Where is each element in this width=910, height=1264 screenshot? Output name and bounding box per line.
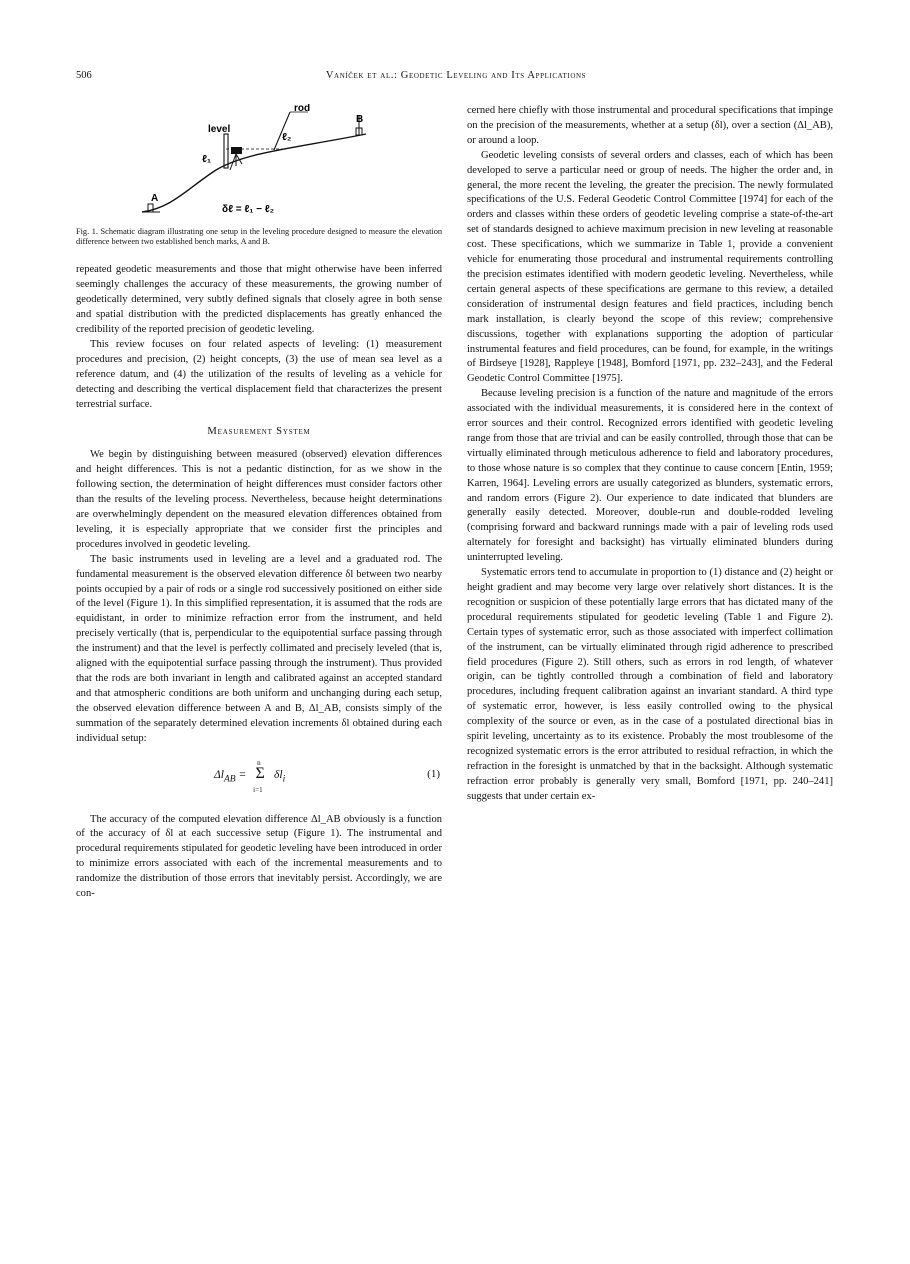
right-column: [467, 104, 833, 805]
left-column: [76, 104, 442, 902]
ground-profile-line: [142, 134, 366, 212]
equation-term: δl: [274, 768, 283, 781]
summation: [252, 758, 268, 794]
running-title: Vaníček et al.: Geodetic Leveling and Its Applications: [325, 70, 587, 81]
paragraph: The accuracy of the computed elevation difference Δl_AB obviously is a function of the accuracy of δl at each successive setup (Figure 1). The instrumental and procedural requirements stipulated for geodetic leveling have been introduced in order to minimize errors associated with each of the incremental measurements and to randomize the distribution of those errors that inevitably persist. Accordingly, we are con-: [76, 813, 442, 900]
page-header: [76, 70, 836, 86]
label-l2: ℓ₂: [282, 132, 292, 143]
paragraph: cerned here chiefly with those instrumental and procedural specifications that impinge on the precision of the measurements, whether at a setup (δl), over a section (Δl_AB), or around a loop.: [467, 105, 833, 146]
equation-equals: =: [238, 768, 247, 781]
paragraph: Geodetic leveling consists of several orders and classes, each of which has been developed to serve a particular need or group of needs. The higher the order and, in general, the more recent the leveling, the greater the precision. The newly formulated specifications of the U.S. Federal Geodetic Control Committee [1974] for each of the orders and classes within these orders of geodetic leveling comprise a state-of-the-art set of standards designed to achieve maximum precision in new leveling at reasonable cost. These specifications, which we summarize in Table 1, provide a convenient vehicle for enumerating those procedural and instrumental requirements controlling the precision estimates identified with modern geodetic leveling. Nevertheless, while certain general aspects of these specifications are germane to this review, a detailed consideration of instrumental design features and field practices, including bench mark installation, is clearly beyond the scope of this review; comprehensive discussions, together with explanations supporting the adoption of particular instrumental features and field procedures, can be found, for example, in the writings of Birdseye [1928], Rappleye [1948], Bomford [1971, pp. 232–243], and the Federal Geodetic Control Committee [1975].: [467, 149, 833, 385]
paragraph: We begin by distinguishing between measured (observed) elevation differences and height differences. This is not a pedantic distinction, for as we show in the following section, the determination of height differences must consider factors other than the results of the leveling process. Nevertheless, because height determinations are overwhelmingly dependent on the measured elevation differences obtained from leveling, it is especially appropriate that we consider first the principles and procedures involved in geodetic leveling.: [76, 449, 442, 550]
paragraph: This review focuses on four related aspects of leveling: (1) measurement procedures and precision, (2) height concepts, (3) the use of mean sea level as a reference datum, and (4) the utilization of the results of leveling as a vehicle for detecting and describing the vertical displacement field that characterizes the present terrestrial surface.: [76, 338, 442, 410]
level-instrument: [231, 147, 242, 154]
paragraph: The basic instruments used in leveling are a level and a graduated rod. The fundamental measurement is the observed elevation difference δl between two nearby points occupied by a pair of rods or a single rod successively positioned on either side of the level (Figure 1). In this simplified representation, it is assumed that the rods are equidistant, in order to minimize refraction error from the instrument, and held precisely vertically (that is, perpendicular to the equipotential surface passing through the instrument) and that the level is perfectly collimated and precisely leveled (that is, aligned with the equipotential surface passing through the instrument). Thus provided that the rods are both invariant in length and calibrated against an accepted standard and that atmospheric conditions are both uniform and unchanging during each setup, the observed elevation difference between A and B, Δl_AB, consists simply of the summation of the separately determined elevation increments δl obtained during each individual setup:: [76, 553, 442, 744]
equation-body: [214, 758, 286, 794]
section-heading: Measurement System: [207, 426, 311, 438]
paragraph: repeated geodetic measurements and those that might otherwise have been inferred seemingly challenges the accuracy of these measurements, the growing number of geodetically determined, very subtly defined signals that closely agree in both sense and spatial distribution with the predicted displacements has greatly enhanced the credibility of the reported precision of geodetic leveling.: [76, 264, 442, 336]
leveling-setup-diagram: [76, 104, 442, 224]
figure-caption: Fig. 1. Schematic diagram illustrating one setup in the leveling procedure designed to measure the elevation difference between two established bench marks, A and B.: [76, 227, 442, 247]
equation-lhs: Δl: [214, 768, 224, 781]
backsight-rod: [224, 134, 228, 168]
equation-lhs-subscript: AB: [223, 772, 236, 784]
paragraph: Systematic errors tend to accumulate in proportion to (1) distance and (2) height or height gradient and may become very large over relatively short distances. It is the recognition or suspicion of these potentially large errors that has dictated many of the procedural requirements stipulated for geodetic leveling (Table 1 and Figure 2). Certain types of systematic error, such as those associated with imperfect collimation of the instrument, can be virtually eliminated through rigid adherence to prescribed field procedures (Figure 2). Still others, such as errors in rod length, of whatever origin, can be tightly controlled through a combination of field and laboratory procedures, including frequent calibration against an invariant standard. A third type of systematic error, however, is less easily controlled owing to the physical complexity of the source or even, as in the case of a postulated directional bias in spirit leveling, uncertainty as to its existence. Probably the most troublesome of the recognized systematic errors is the error attributed to residual refraction, in which the refraction in the foresight is unmatched by that in the backsight. Although systematic refraction error probably is generally very small, Bomford [1971, pp. 240–241] suggests that under certain ex-: [467, 567, 833, 802]
summation-upper: n: [257, 758, 261, 767]
label-a: A: [151, 193, 159, 204]
label-rod: rod: [294, 104, 311, 114]
summation-lower: i=1: [253, 785, 263, 794]
equation-1: [76, 753, 442, 803]
equation-term-subscript: i: [282, 772, 286, 784]
tripod-leg-left: [230, 154, 236, 170]
foresight-rod: [274, 112, 290, 150]
equation-number: (1): [427, 767, 440, 780]
summation-symbol: Σ: [255, 764, 265, 782]
label-formula: δℓ = ℓ₁ − ℓ₂: [222, 204, 275, 215]
label-l1: ℓ₁: [202, 154, 212, 165]
paragraph: Because leveling precision is a function of the nature and magnitude of the errors associated with the individual measurements, it is considered here in the context of error sources and their control. Recognized errors identified with geodetic leveling range from those that are trivial and can be easily controlled, through those that can be virtually eliminated through meticulous adherence to field and laboratory procedures, to those whose nature is so complex that they continue to cause concern [Entin, 1959; Karren, 1964]. Leveling errors are usually categorized as blunders, systematic errors, and random errors (Figure 2). Our experience to date indicated that blunders are generally easily detected. Moreover, double-run and double-rodded leveling (comprising forward and backward runnings made with a pair of leveling rods used alternately for foresight and backsight) has virtually eliminated blunders during uninterrupted leveling.: [467, 388, 833, 564]
label-level: level: [208, 124, 231, 135]
page-number: 506: [76, 70, 92, 81]
label-b: B: [356, 114, 364, 125]
figure-1: [76, 104, 442, 224]
